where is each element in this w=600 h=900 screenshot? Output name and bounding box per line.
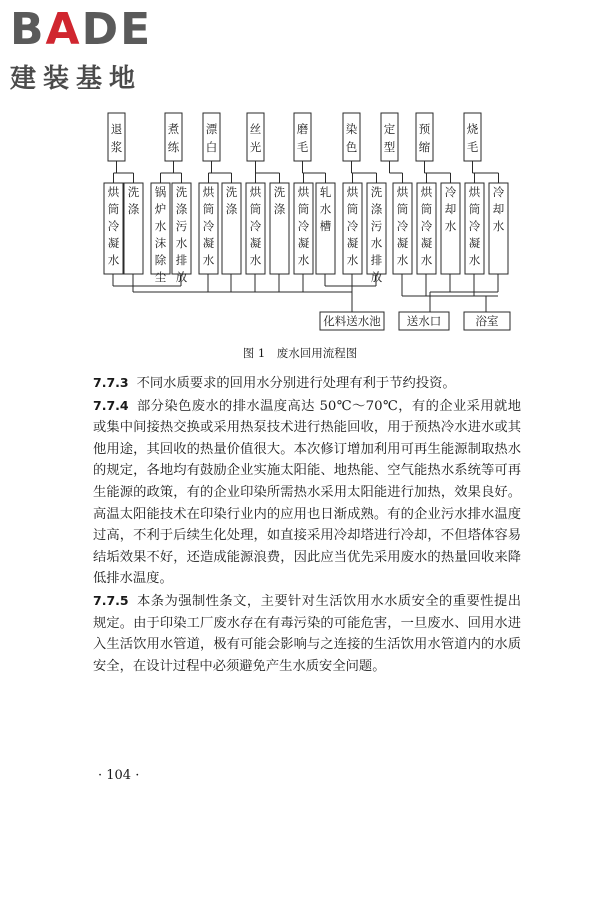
process-box-8: [464, 113, 481, 161]
wastewater-column-3: [172, 183, 191, 284]
process-box-4: [294, 113, 311, 161]
destination-box-1: [399, 312, 449, 330]
wastewater-column-8: [294, 183, 313, 274]
wastewater-column-15-label: 烘筒冷凝水: [468, 185, 481, 267]
wastewater-column-6: [246, 183, 265, 274]
wastewater-column-1: [124, 183, 143, 274]
wastewater-column-14: [441, 183, 460, 274]
wastewater-column-0: [104, 183, 123, 274]
logo-wordmark: BADE: [10, 4, 153, 55]
page-number: · 104 ·: [98, 768, 140, 783]
section-7-7-3: [93, 372, 521, 395]
destination-box-0: [320, 312, 384, 330]
process-box-5-label: 染色: [345, 122, 358, 154]
destination-label: 送水口: [406, 314, 442, 328]
wastewater-column-12-label: 烘筒冷凝水: [396, 185, 409, 267]
section-7-7-4: [93, 395, 521, 590]
wastewater-column-6-label: 烘筒冷凝水: [249, 185, 262, 267]
process-box-1: [165, 113, 182, 161]
wastewater-column-5: [222, 183, 241, 274]
process-box-6: [381, 113, 398, 161]
wastewater-column-14-label: 冷却水: [444, 185, 457, 233]
process-box-7-label: 预缩: [418, 122, 431, 154]
process-box-2: [203, 113, 220, 161]
process-box-3-label: 丝光: [249, 122, 262, 154]
wastewater-column-2-label: 锅炉水沫除尘: [154, 185, 167, 284]
wastewater-reuse-flow-diagram: [0, 0, 600, 345]
wastewater-column-4: [199, 183, 218, 274]
destination-label: 浴室: [475, 314, 499, 328]
figure-caption: 图 1 废水回用流程图: [242, 346, 358, 360]
process-box-6-label: 定型: [383, 122, 396, 154]
section-text: 本条为强制性条文，主要针对生活饮用水水质安全的重要性提出规定。由于印染工厂废水存在有毒污染的可能危害，一旦废水、回用水进入生活饮用水管道，极有可能会影响与之连接的生活饮用水管道内的水质安全，在设计过程中必须避免产生水质安全问题。: [93, 593, 521, 674]
wastewater-column-15: [465, 183, 484, 274]
wastewater-column-11-label: 洗涤污水排放: [370, 185, 383, 284]
destination-box-2: [464, 312, 510, 330]
wastewater-column-4-label: 烘筒冷凝水: [202, 185, 215, 267]
process-box-3: [247, 113, 264, 161]
wastewater-column-13-label: 烘筒冷凝水: [420, 185, 433, 267]
section-number: 7.7.5: [93, 592, 129, 608]
wastewater-column-5-label: 洗涤: [225, 185, 238, 216]
wastewater-column-7: [270, 183, 289, 274]
section-text: 部分染色废水的排水温度高达 50℃～70℃，有的企业采用就地或集中间接热交换或采用热泵技术进行热能回收，用于预热冷水进水或其他用途，其回收的热量价值很大。本次修订增加利用可再生能源制取热水的规定，各地均有鼓励企业实施太阳能、地热能、空气能热水系统等可再生能源的政策，有的企业印染所需热水采用太阳能进行加热，效果良好。高温太阳能技术在印染行业内的应用也日渐成熟。有的企业污水排水温度过高，不利于后续生化处理，如直接采用冷却塔进行冷却，不但塔体容易结垢效果不好，还造成能源浪费，因此应当优先采用废水的热量回收来降低排水温度。: [93, 398, 521, 587]
wastewater-column-11: [367, 183, 386, 284]
process-box-7: [416, 113, 433, 161]
wastewater-column-12: [393, 183, 412, 274]
logo-chinese-text: 建装基地: [10, 64, 143, 94]
section-7-7-5: [93, 590, 521, 677]
wastewater-column-10: [343, 183, 362, 274]
section-number: 7.7.3: [93, 375, 129, 390]
process-box-4-label: 磨毛: [296, 122, 309, 154]
process-box-2-label: 漂白: [205, 122, 218, 154]
wastewater-column-9-label: 轧水槽: [319, 185, 332, 233]
wastewater-column-0-label: 烘筒冷凝水: [107, 185, 120, 267]
process-box-0: [108, 113, 125, 161]
section-text: 不同水质要求的回用水分别进行处理有利于节约投资。: [136, 376, 456, 391]
wastewater-column-16: [489, 183, 508, 274]
wastewater-column-2: [151, 183, 170, 284]
process-box-8-label: 烧毛: [466, 122, 479, 154]
process-box-0-label: 退浆: [110, 122, 123, 154]
wastewater-column-13: [417, 183, 436, 274]
wastewater-column-1-label: 洗涤: [127, 185, 140, 216]
wastewater-column-10-label: 烘筒冷凝水: [346, 185, 359, 267]
wastewater-column-8-label: 烘筒冷凝水: [297, 185, 310, 267]
destination-label: 化料送水池: [323, 314, 381, 328]
wastewater-column-7-label: 洗涤: [273, 185, 286, 216]
wastewater-column-9: [316, 183, 335, 274]
process-box-5: [343, 113, 360, 161]
wastewater-column-16-label: 冷却水: [492, 185, 505, 233]
body-text: [93, 372, 521, 677]
wastewater-column-3-label: 洗涤污水排放: [175, 185, 188, 284]
process-box-1-label: 煮练: [167, 122, 180, 154]
section-number: 7.7.4: [93, 397, 129, 413]
